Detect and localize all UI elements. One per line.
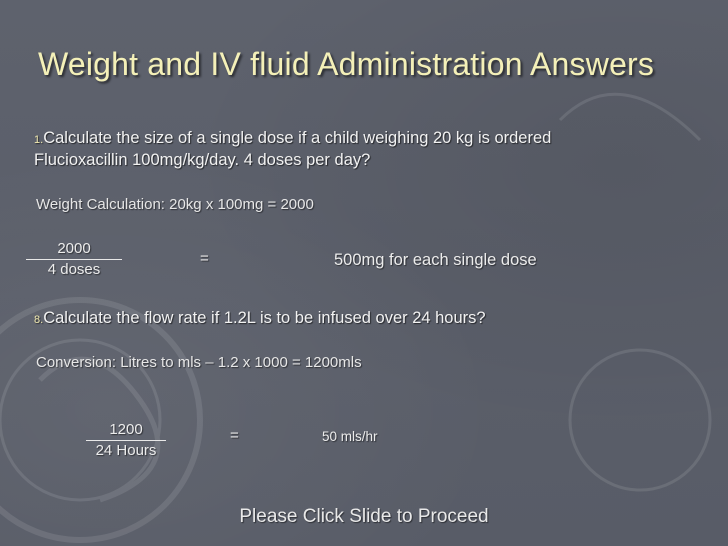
rate-fraction (86, 421, 166, 459)
question-2-number: 8. (34, 314, 44, 326)
question-2 (34, 308, 714, 330)
rate-numerator: 1200 (109, 421, 143, 438)
question-1 (34, 128, 714, 170)
question-2-text: Calculate the flow rate if 1.2L is to be infused over 24 hours? (43, 309, 486, 327)
rate-equals-sign: = (230, 427, 239, 444)
dose-answer: 500mg for each single dose (334, 251, 537, 269)
dose-denominator: 4 doses (47, 261, 101, 278)
question-1-text-line2: Flucioxacillin 100mg/kg/day. 4 doses per day? (34, 151, 371, 169)
dose-numerator: 2000 (57, 240, 91, 257)
question-1-text-line1: Calculate the size of a single dose if a child weighing 20 kg is ordered (43, 129, 552, 147)
question-1-number: 1. (34, 134, 44, 146)
slide-title: Weight and IV fluid Administration Answers (38, 46, 655, 82)
rate-answer: 50 mls/hr (322, 429, 378, 444)
proceed-prompt[interactable]: Please Click Slide to Proceed (239, 506, 489, 527)
fraction-bar (26, 259, 122, 260)
dose-fraction (26, 240, 122, 278)
dose-equals-sign: = (200, 250, 209, 267)
rate-denominator: 24 Hours (95, 442, 157, 459)
weight-calculation: Weight Calculation: 20kg x 100mg = 2000 (36, 196, 314, 213)
fraction-bar (86, 440, 166, 441)
volume-conversion: Conversion: Litres to mls – 1.2 x 1000 = 1200mls (36, 354, 362, 371)
